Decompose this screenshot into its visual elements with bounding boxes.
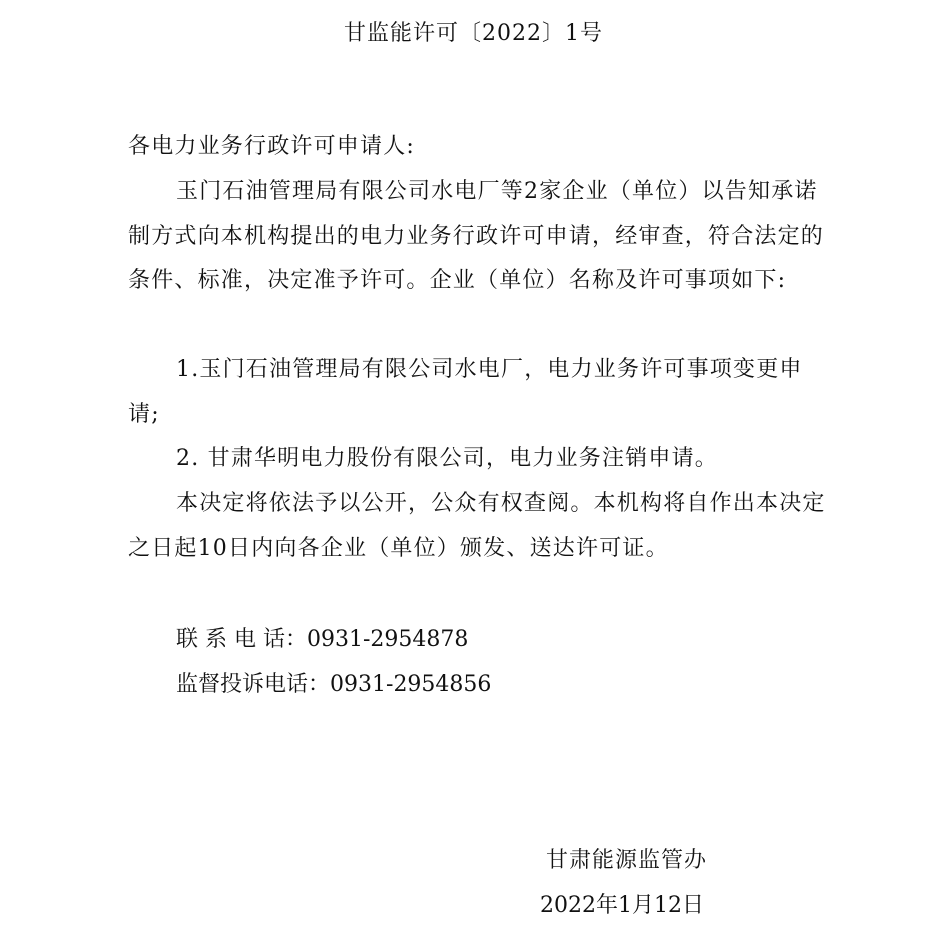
- contact-complaint-value: 0931-2954856: [330, 672, 492, 697]
- paragraph-intro: 玉门石油管理局有限公司水电厂等2家企业（单位）以告知承诺制方式向本机构提出的电力业务行政许可申请，经审查，符合法定的条件、标准，决定准予许可。企业（单位）名称及许可事项如下:: [128, 179, 825, 293]
- contact-complaint: [176, 667, 491, 698]
- document-number: 甘监能许可〔2022〕1号: [344, 21, 603, 46]
- paragraph-disclosure: 本决定将依法予以公开，公众有权查阅。本机构将自作出本决定之日起10日内向各企业（单位）颁发、送达许可证。: [128, 491, 826, 561]
- contact-phone-value: 0931-2954878: [306, 627, 469, 652]
- salutation: 各电力业务行政许可申请人:: [128, 134, 416, 159]
- issuer-name: 甘肃能源监管办: [546, 848, 708, 873]
- issue-date: 2022年1月12日: [540, 893, 704, 918]
- contact-complaint-label: 监督投诉电话：: [176, 672, 331, 697]
- contact-phone: [176, 622, 468, 653]
- paragraph-item-2: 2. 甘肃华明电力股份有限公司，电力业务注销申请。: [176, 446, 718, 471]
- paragraph-item-1: 1.玉门石油管理局有限公司水电厂，电力业务许可事项变更申请;: [128, 357, 803, 427]
- contact-phone-label: 联 系 电 话：: [176, 627, 307, 652]
